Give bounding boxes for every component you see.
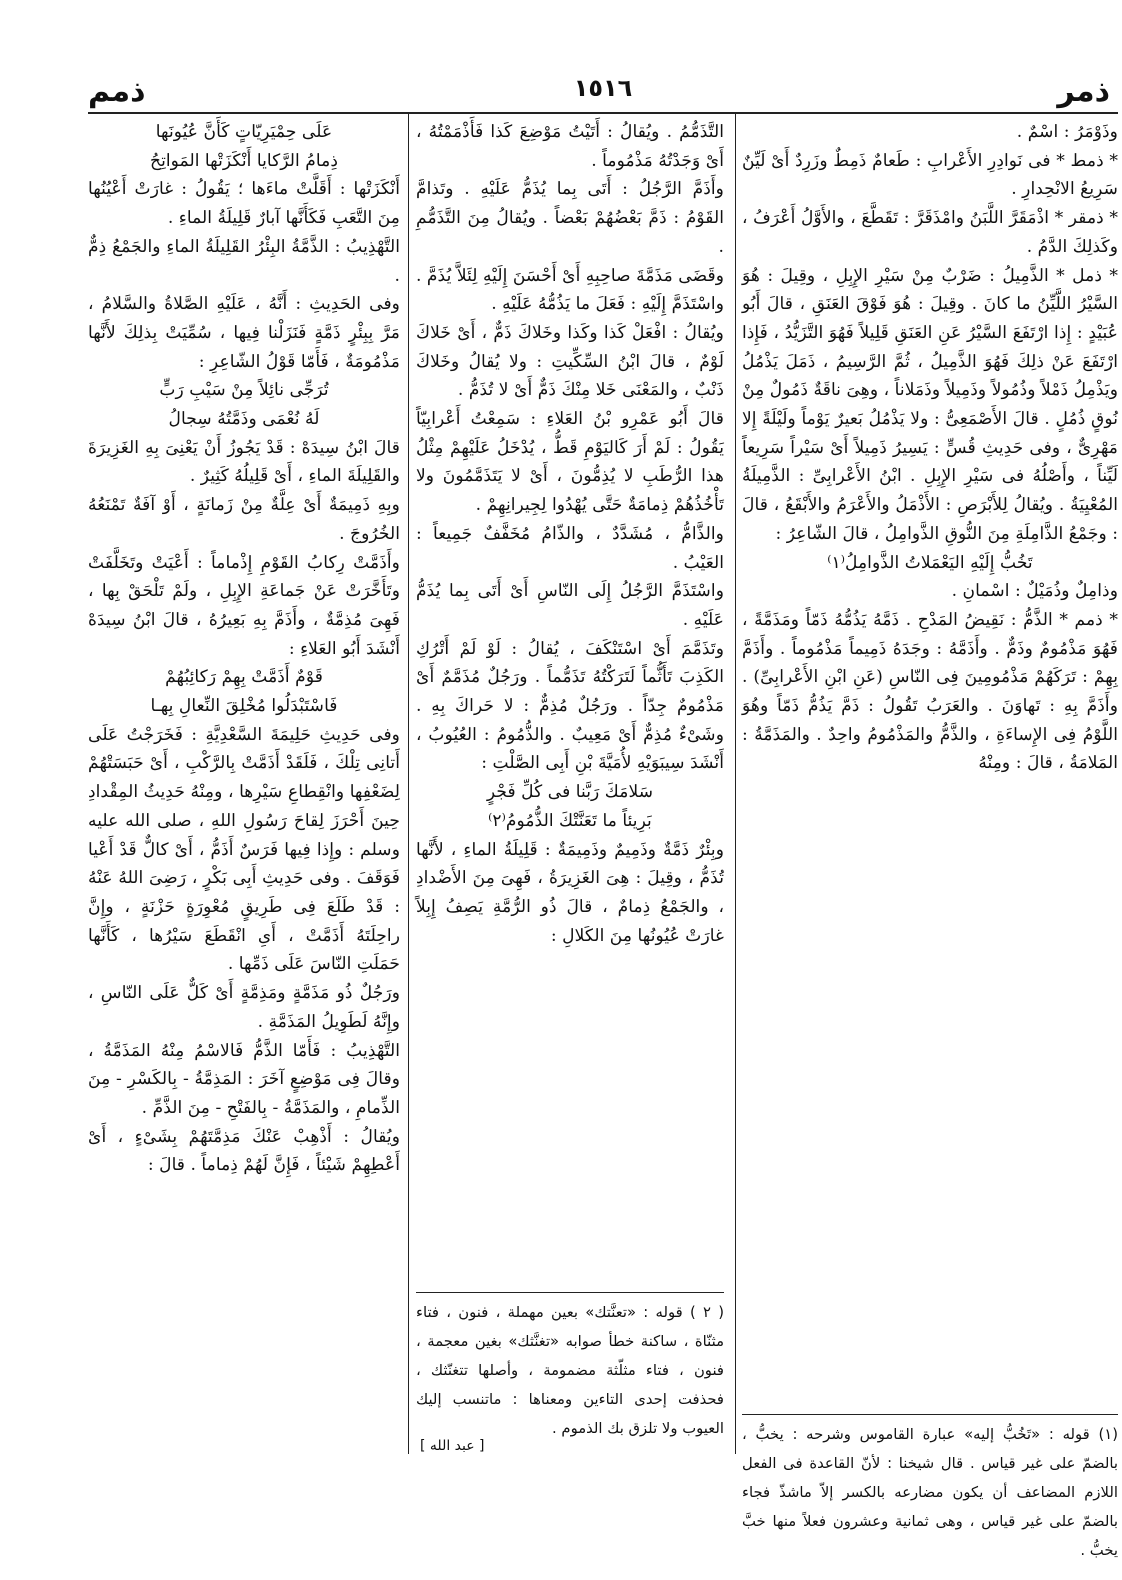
entry-paragraph: قالَ ابْنُ سِيدَهْ : قَدْ يَجُوزُ أَنْ يَعْنِىَ بِهِ الغَزِيرَةَ والقَلِيلَةَ الماءِ ، أَىْ قَلِيلُهُ كَثِيرٌ .	[88, 437, 400, 487]
entry-paragraph: ‏* ذمقر * اذْمَقَرَّ اللَّبَنُ وامْذَقَرَّ : تَقَطَّعَ ، والأَوَّلُ أَعْرَفُ ، وكَذلِكَ الدَّمُ .	[742, 208, 1118, 257]
verse-line: تَخُبُّ إِلَيْهِ اليَعْمَلاتُ الذَّوامِلُ⁽١⁾	[827, 552, 1033, 573]
entry-paragraph: وبِهِ ذَمِيمَةٌ أَىْ عِلَّةٌ مِنْ زَمانَةٍ ، أَوْ آفَةٌ تَمْنَعُهُ الخُرُوجَ .	[88, 495, 400, 544]
column-right	[742, 118, 1118, 778]
entry-paragraph: التَّهْذِيبُ : فَأَمّا الذَّمُّ فَالاسْمُ مِنْهُ المَذَمَّةُ ، وقالَ فِى مَوْضِعٍ آخَرَ : المَذِمَّةُ - بِالكَسْرِ - مِنَ الذِّمامِ ، والمَذَمَّةُ - بِالفَتْحِ - مِنَ الذَّمِّ .	[88, 1040, 400, 1118]
entry-paragraph: وأَذَمَّتْ رِكابُ القَوْمِ إِذْماماً : أَعْيَتْ وتَخَلَّفَتْ وتَأَخَّرَتْ عَنْ جَماعَةِ الإِبِلِ ، ولَمْ تَلْحَقْ بِها ، فَهِىَ مُذِمَّةٌ ، وأَذَمَّ بِهِ بَعِيرُهُ ، قالَ ابْنُ سِيدَهْ أَنْشَدَ أَبُو العَلاءِ :	[88, 552, 400, 659]
footnote-right: (١) قوله : «تَخُبُّ إليه» عبارة القاموس وشرحه : يخبُّ ، بالضمّ على غير قياس . قال شيخنا : لأنّ القاعدة فى الفعل اللازم المضاعف أن يكون مضارعه بالكسر إلاّ ماشذّ فجاء بالضمّ على غير قياس ، وهى ثمانية وعشرون فعلاً منها خبَّ يخبُّ .	[742, 1426, 1118, 1559]
header-right-keyword: ذمر	[1057, 74, 1110, 109]
verse-line: سَلامَكَ رَبَّنا فى كُلِّ فَجْرٍ	[486, 782, 654, 803]
verse-line: ذِمامُ الرَّكايا أَنْكَزَتْها المَواتِحُ	[149, 150, 339, 171]
page-header	[88, 70, 1118, 110]
entry-paragraph: قالَ أَبُو عَمْرِو بْنُ العَلاءِ : سَمِعْتُ أَعْرابِيّاً يَقُولُ : لَمْ أَرَ كَاليَوْمِ قَطُّ ، يُدْخَلُ عَلَيْهِمْ مِثْلُ هذا الرُّطَبِ لا يُذِمُّونَ ، أَىْ لا يَتَذَمَّمُونَ ولا تَأْخُذُهُمْ ذِمامَةٌ حَتَّى يُهْدُوا لِجِيرانِهِمْ .	[416, 409, 724, 516]
entry-paragraph: ورَجُلٌ ذُو مَذَمَّةٍ ومَذِمَّةٍ أَىْ كَلٌّ عَلَى النّاسِ ، وإِنَّهُ لَطَوِيلُ المَذَمَّةِ .	[88, 983, 400, 1032]
column-divider-right	[735, 114, 736, 1454]
entry-paragraph: أَنْكَزَتْها : أَقَلَّتْ ماءَها ؛ يَقُولُ : غارَتْ أَعْيُنُها مِنَ التَّعَبِ فَكَأَنَّها آبارٌ قَلِيلَةُ الماءِ .	[88, 179, 400, 229]
column-middle	[416, 118, 724, 950]
footnote-rule-right	[742, 1414, 1118, 1415]
entry-paragraph: وقَضَى مَذَمَّةَ صاحِبِهِ أَىْ أَحْسَنَ إِلَيْهِ لِئَلاَّ يُذَمَّ . واسْتَذَمَّ إِلَيْهِ : فَعَلَ ما يَذُمُّهُ عَلَيْهِ .	[415, 265, 724, 315]
verse-line: فَاسْتَبْدَلُوا مُخْلِقَ النِّعالِ بِهـا	[150, 696, 338, 717]
entry-paragraph: التَّذَمُّمُ . ويُقالُ : أَتَيْتُ مَوْضِعَ كَذا فَأَذْمَمْتُهُ ، أَىْ وَجَدْتُهُ مَذْمُوماً .	[416, 122, 724, 171]
footnote-middle: ( ٢ ) قوله : «تعنَّتك» بعين مهملة ، فنون ، فتاء مثنّاة ، ساكنة خطأ صوابه «تغنَّثك» بغين معجمة ، فنون ، فتاء مثلّثة مضمومة ، وأصلها تتغنّثك ، فحذفت إحدى التاءين ومعناها : ماتنسب إليك العيوب ولا تلزق بك الذموم .	[416, 1304, 724, 1437]
editor-signature: [ عبد الله ]	[420, 1438, 485, 1454]
entry-paragraph: ‏* ذمط * فى نَوادِرِ الأَعْرابِ : طَعامٌ ذَمِطٌ وزَرِدٌ أَىْ لَيِّنٌ سَرِيعُ الانْحِدارِ .	[742, 150, 1118, 200]
verse-line: بَرِيئاً ما تَعَنَّتْكَ الذُّمُومُ⁽٢⁾	[488, 810, 652, 831]
verse-line: قَوْمٌ أَذَمَّتْ بِهِمْ رَكائِبُهُمْ	[165, 667, 323, 688]
entry-paragraph: وأَذَمَّ الرَّجُلُ : أَتَى بِما يُذَمُّ عَلَيْهِ . وتَذامَّ القَوْمُ : ذَمَّ بَعْضُهُمْ بَعْضاً . ويُقالُ مِنَ التَّذَمُّمِ .	[416, 179, 724, 257]
entry-paragraph: ويُقالُ : افْعَلْ كَذا وكَذا وخَلاكَ ذَمٌّ ، أَىْ خَلاكَ لَوْمٌ ، قالَ ابْنُ السِّكِّيتِ : ولا يُقالُ وخَلاكَ ذَنْبٌ ، والمَعْنَى خَلا مِنْكَ ذَمٌّ أَىْ لا تُذَمُّ .	[416, 322, 724, 401]
entry-paragraph: وذَوْمَرُ : اسْمٌ .	[1016, 122, 1118, 142]
column-divider-left	[408, 114, 409, 1454]
entry-paragraph: ‏* ذمم * الذَّمُّ : نَقِيضُ المَدْحِ . ذَمَّهُ يَذُمُّهُ ذَمّاً ومَذَمَّةً ، فَهُوَ مَذْمُومٌ وذَمٌّ . وأَذَمَّهُ : وجَدَهُ ذَمِيماً مَذْمُوماً . وأَذَمَّ بِهِمْ : تَرَكَهُمْ مَذْمُومِينَ فِى النّاسِ (عَنِ ابْنِ الأَعْرابِىِّ) . وأَذَمَّ بِهِ : تَهاوَنَ . والعَرَبُ تَقُولُ : ذَمَّ يَذُمُّ ذَمّاً وهُوَ اللَّوْمُ فِى الإِساءَةِ ، والذَّمُّ والمَذْمُومُ واحِدٌ . والمَذَمَّةُ : المَلامَةُ ، قالَ : ومِنْهُ	[742, 609, 1118, 774]
header-left-keyword: ذمم	[88, 74, 146, 109]
verse-line: تُرَجِّى نائِلاً مِنْ سَيْبِ رَبٍّ	[159, 380, 329, 401]
entry-paragraph: وفى الحَدِيثِ : أَنَّهُ ، عَلَيْهِ الصَّلاةُ والسَّلامُ ، مَرَّ بِبِئْرٍ ذَمَّةٍ فَنَزَلْنا فِيها ، سُمِّيَتْ بِذلِكَ لأَنَّها مَذْمُومَةٌ ، فَأَمّا قَوْلُ الشّاعِرِ :	[88, 294, 400, 372]
entry-paragraph: والذَّامُّ ، مُشَدَّدٌ ، والذّامُ مُخَفَّفٌ جَمِيعاً : العَيْبُ .	[416, 523, 724, 573]
entry-paragraph: وفى حَدِيثِ حَلِيمَةَ السَّعْدِيَّةِ : فَخَرَجْتُ عَلَى أَتانِى تِلْكَ ، فَلَقَدْ أَذَمَّتْ بِالرَّكْبِ ، أَىْ حَبَسَتْهُمْ لِضَعْفِها وانْقِطاعِ سَيْرِها ، ومِنْهُ حَدِيثُ المِقْدادِ حِينَ أَحْرَزَ لِقاحَ رَسُولِ اللهِ ، صلى الله عليه وسلم : وإِذا فِيها فَرَسٌ أَذَمُّ ، أَىْ كالٌّ قَدْ أَعْيا فَوَقَفَ . وفى حَدِيثِ أَبِى بَكْرٍ ، رَضِىَ اللهُ عَنْهُ : قَدْ طَلَعَ فِى طَرِيقٍ مُعْوِرَةٍ حَزْنَةٍ ، وإِنَّ راحِلَتَهُ أَذَمَّتْ ، أَىِ انْقَطَعَ سَيْرُها ، كَأَنَّها حَمَلَتِ النّاسَ عَلَى ذَمِّها .	[88, 724, 400, 975]
entry-paragraph: وذامِلٌ وذُمَيْلٌ : اسْمانِ .	[951, 581, 1118, 602]
entry-paragraph: ويُقالُ : أَذْهِبْ عَنْكَ مَذِمَّتَهُمْ بِشَىْءٍ ، أَىْ أَعْطِهِمْ شَيْئاً ، فَإِنَّ لَهُمْ ذِماماً . قالَ :	[88, 1126, 400, 1176]
footnote-rule-middle	[416, 1292, 724, 1293]
verse-line: لَهُ نُعْمَى وذَمَّتُهُ سِجالُ	[168, 409, 320, 430]
entry-paragraph: التَّهْذِيبُ : الذَّمَّةُ البِئْرُ القَلِيلَةُ الماءِ والجَمْعُ ذِمٌّ .	[88, 236, 400, 286]
entry-paragraph: وبِئْرٌ ذَمَّةٌ وذَمِيمٌ وذَمِيمَةٌ : قَلِيلَةُ الماءِ ، لأَنَّها تُذَمُّ ، وقِيلَ : هِىَ الغَزِيرَةُ ، فَهِىَ مِنَ الأَضْدادِ ، والجَمْعُ ذِمامٌ ، قالَ ذُو الرُّمَّةِ يَصِفُ إِبِلاً غارَتْ عُيُونُها مِنَ الكَلالِ :	[416, 839, 724, 946]
verse-line: عَلَى حِمْيَرِيّاتٍ كَأَنَّ عُيُونَها	[155, 122, 333, 142]
header-rule	[88, 112, 1118, 114]
column-left	[88, 118, 400, 1180]
entry-paragraph: ‏* ذمل * الذَّمِيلُ : ضَرْبٌ مِنْ سَيْرِ الإِبِلِ ، وقِيلَ : هُوَ السَّيْرُ اللَّيِّنُ ما كانَ . وقِيلَ : هُوَ فَوْقَ العَنَقِ ، قالَ أَبُو عُبَيْدٍ : إِذا ارْتَفَعَ السَّيْرُ عَنِ العَنَقِ قَلِيلاً فَهُوَ التَّزَيُّدُ ، فَإِذا ارْتَفَعَ عَنْ ذلِكَ فَهُوَ الذَّمِيلُ ، ثُمَّ الرَّسِيمُ ، ذَمَلَ يَذْمُلُ ويَذْمِلُ ذَمْلاً وذُمُولاً وذَمِيلاً وذَمَلاناً ، وهِىَ ناقَةٌ ذَمُولٌ مِنْ نُوقٍ ذُمُلٍ . قالَ الأَصْمَعِىُّ : ولا يَذْمُلُ بَعيرٌ يَوْماً ولَيْلَةً إِلا مَهْرِىٌّ ، وفى حَدِيثِ قُسٍّ : يَسِيرُ ذَمِيلاً أَىْ سَيْراً سَرِيعاً لَيِّناً ، وأَصْلُهُ فى سَيْرِ الإِبِلِ . ابْنُ الأَعْرابِىِّ : الذَّمِيلَةُ المُعْيِيَةُ . ويُقالُ لِلأَبْرَصِ : الأَذْمَلُ والأَعْرَمُ والأَبْقَعُ ، قالَ : وجَمْعُ الذَّامِلَةِ مِنَ النُّوقِ الذَّوامِلُ ، قالَ الشّاعِرُ :	[742, 265, 1118, 544]
page-number: ١٥١٦	[573, 74, 633, 102]
entry-paragraph: واسْتَذَمَّ الرَّجُلُ إِلَى النّاسِ أَىْ أَتَى بِما يُذَمُّ عَلَيْهِ .	[416, 581, 724, 630]
entry-paragraph: وتَذَمَّمَ أَىْ اسْتَنْكَفَ ، يُقالُ : لَوْ لَمْ أَتْرُكِ الكَذِبَ تَأَثُّماً لَتَرَكْتُهُ تَذَمُّماً . ورَجُلٌ مُذَمَّمٌ أَىْ مَذْمُومٌ جِدّاً . ورَجُلٌ مُذِمٌّ : لا حَراكَ بِهِ . وشَىْءٌ مُذِمٌّ أَىْ مَعِيبٌ . والذُّمُومُ : العُيُوبُ ، أَنْشَدَ سِيبَوَيْهِ لأُمَيَّةَ بْنِ أَبِى الصَّلْتِ :	[416, 638, 724, 774]
